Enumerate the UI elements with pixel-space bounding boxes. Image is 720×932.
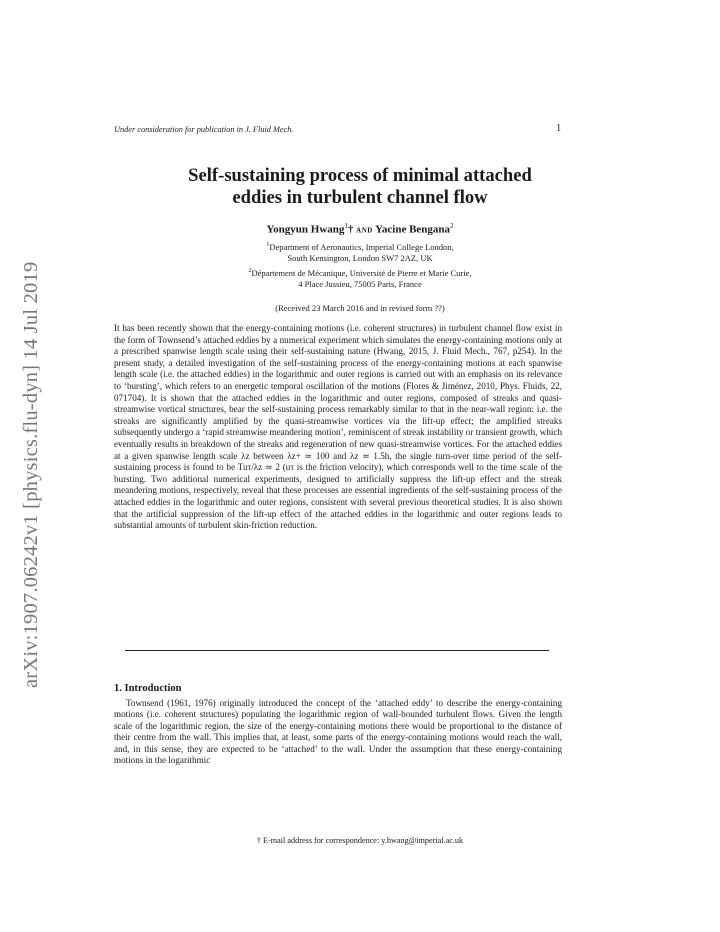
received-date: (Received 23 March 2016 and in revised form ??) xyxy=(275,303,445,313)
paper-title xyxy=(100,165,620,209)
author-conjunction: and xyxy=(356,224,373,236)
affiliation-1 xyxy=(100,240,620,264)
abstract-separator xyxy=(125,650,549,651)
introduction-text: Townsend (1961, 1976) originally introduced the concept of the ‘attached eddy’ to describe the energy-containing motions (i.e. coherent structures) populating the logarithmic region of wall-bounded turbulent flows. Given the length scale of the logarithmic region, the size of the energy-containing motions there would be proportional to the distance of their centre from the wall. This implies that, at least, some parts of the energy-containing motions would reach the wall, and, in this sense, they are expected to be ‘attached’ to the wall. Under the assumption that these energy-containing motions in the logarithmic xyxy=(114,698,562,766)
author-1-affil-mark: 1 xyxy=(344,222,348,230)
page-number: 1 xyxy=(556,123,562,134)
abstract-text: It has been recently shown that the energy-containing motions (i.e. coherent structures) in turbulent channel flow exist in the form of Townsend’s attached eddies by a numerical experiment which simulates the energy-containing motions only at a prescribed spanwise length scale using their self-sustaining nature (Hwang, 2015, J. Fluid Mech., 767, p254). In the present study, a detailed investigation of the self-sustaining process of the energy-containing motions at each spanwise length scale (i.e. the attached eddies) in the logarithmic and outer regions is carried out with an emphasis on its relevance to ‘bursting’, which refers to an energetic temporal oscillation of the motions (Flores & Jiménez, 2010, Phys. Fluids, 22, 071704). It is shown that the attached eddies in the logarithmic and outer regions, composed of streaks and quasi-streamwise vortical structures, bear the self-sustaining process remarkably similar to that in the near-wall region: i.e. the streaks are significantly amplified by the quasi-streamwise vortices via the lift-up effect; the amplified streaks subsequently undergo a ‘rapid streamwise meandering motion’, reminiscent of streak instability or transient growth, which eventually results in breakdown of the streaks and regeneration of new quasi-streamwise vortices. For the attached eddies at a given spanwise length scale λz between λz+ ≃ 100 and λz ≃ 1.5h, the single turn-over time period of the self-sustaining process is found to be Tuτ/λz ≃ 2 (uτ is the friction velocity), which corresponds well to the time scale of the bursting. Two additional numerical experiments, designed to artificially suppress the lift-up effect and the streak meandering motions, respectively, reveal that these processes are essential ingredients of the self-sustaining process of the attached eddies in the logarithmic and outer regions, consistent with several previous theoretical studies. It is also shown that the artificial suppression of the lift-up effect of the attached eddies in the logarithmic and outer regions leads to substantial amounts of turbulent skin-friction reduction. xyxy=(114,323,562,531)
title-line-2: eddies in turbulent channel flow xyxy=(232,187,488,208)
author-2-affil-mark: 2 xyxy=(450,222,454,230)
affiliation-line: 4 Place Jussieu, 75005 Paris, France xyxy=(298,278,422,289)
affiliation-line: Département de Mécanique, Université de Pierre et Marie Curie, xyxy=(251,267,472,278)
running-head: Under consideration for publication in J. Fluid Mech. xyxy=(114,125,294,134)
affiliation-line: Department of Aeronautics, Imperial College London, xyxy=(269,241,454,252)
author-2: Yacine Bengana xyxy=(375,223,451,236)
affiliation-mark: 2 xyxy=(248,268,252,274)
author-list xyxy=(100,222,620,236)
affiliation-mark: 1 xyxy=(266,242,270,248)
dagger-mark: † xyxy=(347,223,354,236)
title-line-1: Self-sustaining process of minimal attached xyxy=(188,165,532,186)
section-heading: 1. Introduction xyxy=(114,683,182,694)
affiliation-line: South Kensington, London SW7 2AZ, UK xyxy=(287,252,433,263)
arxiv-identifier: arXiv:1907.06242v1 [physics.flu-dyn] 14 Jul 2019 xyxy=(20,261,42,688)
correspondence-footnote: † E-mail address for correspondence: y.hwang@imperial.ac.uk xyxy=(256,836,464,845)
affiliation-2 xyxy=(100,266,620,290)
author-1: Yongyun Hwang xyxy=(266,223,345,236)
